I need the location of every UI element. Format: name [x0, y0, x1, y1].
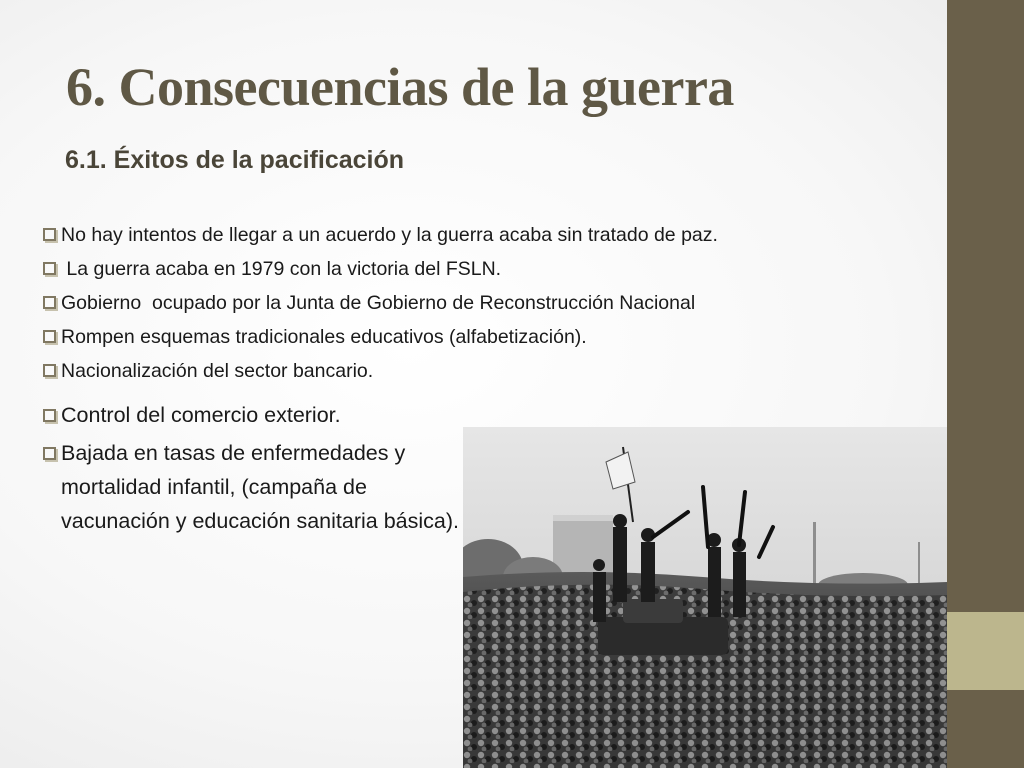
square-bullet-icon	[43, 296, 56, 309]
decorative-sidebar-accent	[947, 612, 1024, 690]
crowd-photo	[463, 427, 947, 768]
list-item-text: Bajada en tasas de enfermedades y mortalidad infantil, (campaña de vacunación y educación sanitaria básica).	[61, 441, 459, 533]
square-bullet-icon	[43, 447, 56, 460]
list-item	[43, 354, 718, 388]
list-item	[43, 436, 468, 538]
list-item-text: La guerra acaba en 1979 con la victoria del FSLN.	[61, 258, 502, 280]
square-bullet-icon	[43, 364, 56, 377]
square-bullet-icon	[43, 262, 56, 275]
list-item	[43, 320, 718, 354]
list-item-text: Rompen esquemas tradicionales educativos (alfabetización).	[61, 326, 587, 348]
list-item-text: Nacionalización del sector bancario.	[61, 360, 374, 382]
list-item-text: Control del comercio exterior.	[61, 403, 341, 427]
bullet-list-upper	[43, 218, 718, 388]
square-bullet-icon	[43, 330, 56, 343]
list-item	[43, 398, 468, 432]
list-item-text: Gobierno ocupado por la Junta de Gobierno de Reconstrucción Nacional	[61, 292, 696, 314]
square-bullet-icon	[43, 409, 56, 422]
slide-title: 6. Consecuencias de la guerra	[66, 57, 734, 117]
list-item	[43, 286, 718, 320]
list-item-text: No hay intentos de llegar a un acuerdo y la guerra acaba sin tratado de paz.	[61, 224, 718, 246]
list-item	[43, 252, 718, 286]
bullet-list-lower	[43, 398, 468, 542]
list-item	[43, 218, 718, 252]
slide-subtitle: 6.1. Éxitos de la pacificación	[65, 146, 405, 174]
square-bullet-icon	[43, 228, 56, 241]
